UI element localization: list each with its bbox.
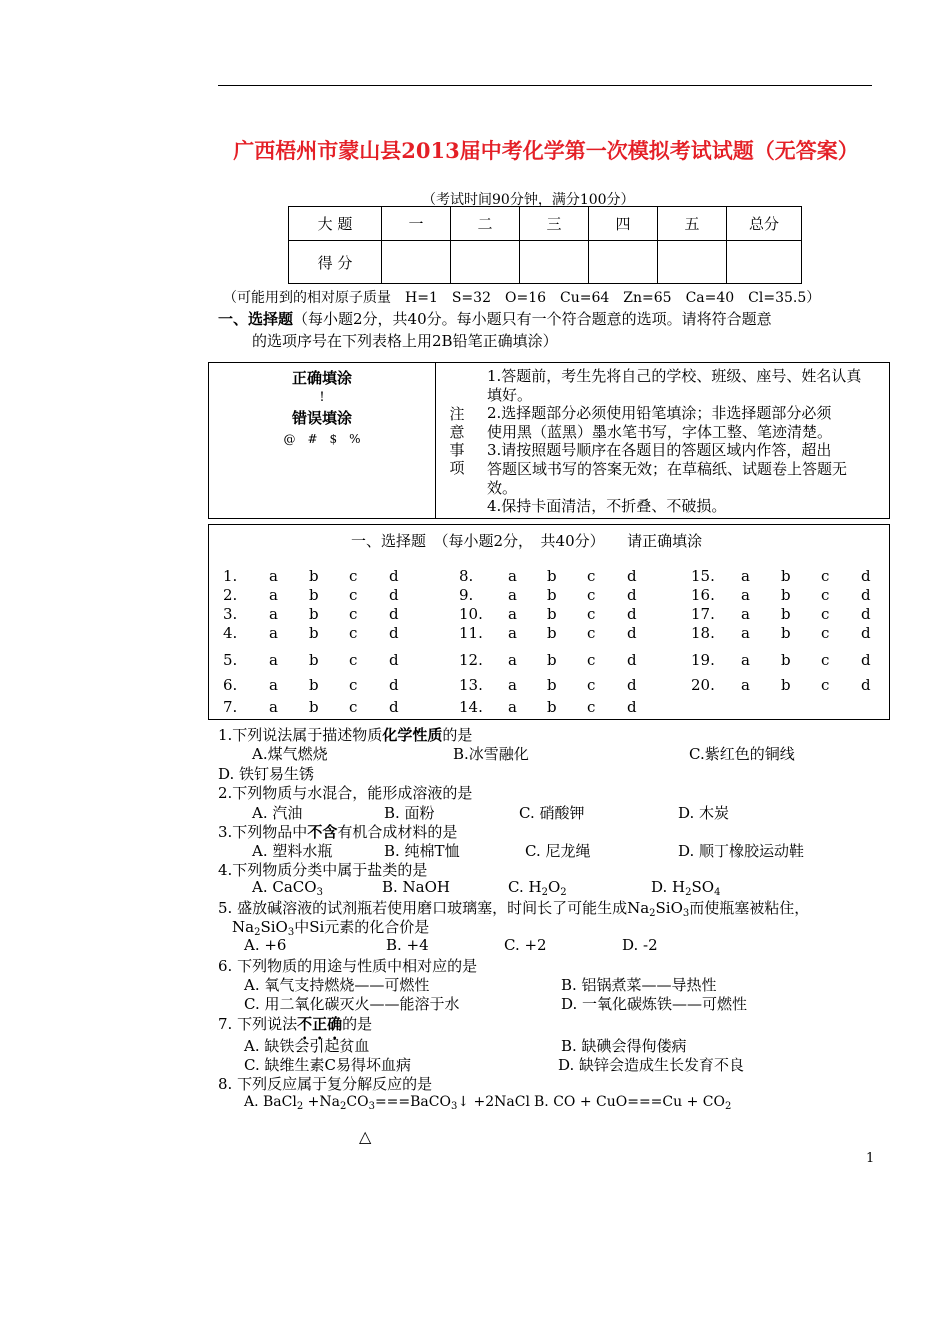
subscript: 3 <box>450 1101 458 1112</box>
answer-bubble-d[interactable]: d <box>627 651 637 669</box>
answer-number: 8. <box>459 567 474 585</box>
formula-text: SiO <box>655 899 683 917</box>
notice-side-title <box>447 405 467 477</box>
page-number: 1 <box>866 1151 875 1166</box>
score-header-cell: 五 <box>658 207 727 241</box>
answer-bubble-c[interactable]: c <box>349 651 358 669</box>
stem-text: 1.下列说法属于描述物质 <box>218 726 383 744</box>
notice-line: 效。 <box>487 478 518 497</box>
subscript: 3 <box>316 887 323 898</box>
fill-example-panel <box>209 363 436 518</box>
answer-bubble-d[interactable]: d <box>389 624 399 642</box>
q1-option-b[interactable]: B.冰雪融化 <box>453 745 529 763</box>
formula-text: Na <box>232 918 255 936</box>
atomic-masses: （可能用到的相对原子质量 H=1 S=32 O=16 Cu=64 Zn=65 Ca=40 Cl=35.5） <box>223 290 821 306</box>
answer-bubble-a[interactable]: a <box>508 624 517 642</box>
page-title: 广西梧州市蒙山县2013届中考化学第一次模拟考试试题（无答案） <box>233 138 859 163</box>
subscript: 2 <box>254 927 261 938</box>
answer-bubble-c[interactable]: c <box>587 586 596 604</box>
answer-bubble-c[interactable]: c <box>349 676 358 694</box>
answer-bubble-b[interactable]: b <box>309 605 319 623</box>
answer-bubble-d[interactable]: d <box>389 676 399 694</box>
answer-bubble-b[interactable]: b <box>781 676 791 694</box>
answer-bubble-c[interactable]: c <box>349 698 358 716</box>
answer-bubble-a[interactable]: a <box>741 676 750 694</box>
section1-heading: 一、选择题 <box>218 310 294 328</box>
question-3-stem <box>218 821 457 842</box>
subscript: 2 <box>685 887 692 898</box>
score-cell[interactable] <box>658 241 727 284</box>
answer-number: 13. <box>459 676 483 694</box>
heating-triangle-icon: △ <box>359 1127 372 1146</box>
answer-bubble-d[interactable]: d <box>861 624 871 642</box>
answer-number: 10. <box>459 605 483 623</box>
score-header-cell: 二 <box>451 207 520 241</box>
stem-text: 的是 <box>342 1015 373 1033</box>
answer-bubble-b[interactable]: b <box>309 676 319 694</box>
subscript: 3 <box>682 908 690 919</box>
question-1-stem <box>218 724 472 745</box>
score-header-cell: 总分 <box>727 207 802 241</box>
answer-number: 16. <box>691 586 715 604</box>
q8-option-b[interactable] <box>534 1094 731 1112</box>
q2-option-d[interactable]: D. 木炭 <box>678 804 730 822</box>
answer-bubble-b[interactable]: b <box>309 567 319 585</box>
q4-option-a[interactable] <box>252 878 323 898</box>
q7-option-a[interactable]: A. 缺铁会引起贫血 <box>244 1037 370 1055</box>
answer-bubble-b[interactable]: b <box>547 676 557 694</box>
correct-fill-mark: ! <box>319 390 325 405</box>
formula-text: D. H <box>651 878 686 896</box>
formula-text: CO <box>346 1094 369 1110</box>
answer-number: 17. <box>691 605 715 623</box>
score-cell[interactable] <box>589 241 658 284</box>
answer-bubble-a[interactable]: a <box>269 567 278 585</box>
stem-text: 3.下列物品中 <box>218 823 308 841</box>
answer-bubble-c[interactable]: c <box>821 624 830 642</box>
answer-bubble-d[interactable]: d <box>627 698 637 716</box>
score-header-cell: 三 <box>520 207 589 241</box>
answer-number: 11. <box>459 624 483 642</box>
answer-bubble-d[interactable]: d <box>627 586 637 604</box>
q7-option-d[interactable]: D. 缺锌会造成生长发育不良 <box>558 1056 745 1074</box>
notice-list <box>487 367 861 516</box>
notice-line: 3.请按照题号顺序在各题目的答题区域内作答，超出 <box>487 441 832 460</box>
answer-bubble-d[interactable]: d <box>389 651 399 669</box>
answer-bubble-d[interactable]: d <box>861 676 871 694</box>
answer-bubble-a[interactable]: a <box>508 676 517 694</box>
answer-number: 4. <box>223 624 238 642</box>
stem-text: 的是 <box>442 726 473 744</box>
answer-bubble-b[interactable]: b <box>309 586 319 604</box>
stem-emphasis: 不含 <box>307 823 338 841</box>
answer-bubble-c[interactable]: c <box>349 567 358 585</box>
answer-number: 6. <box>223 676 238 694</box>
answer-number: 2. <box>223 586 238 604</box>
q1-option-d[interactable]: D. 铁钉易生锈 <box>218 765 315 783</box>
formula-text: ↓ +2NaCl <box>457 1094 530 1110</box>
subscript: 3 <box>368 1101 375 1112</box>
q3-option-b[interactable]: B. 纯棉T恤 <box>384 842 460 860</box>
notes-box <box>208 362 890 519</box>
q1-option-a[interactable]: A.煤气燃烧 <box>252 745 328 763</box>
stem-text: 中Si元素的化合价是 <box>294 918 430 936</box>
notice-char: 项 <box>449 459 465 477</box>
score-cell[interactable] <box>727 241 802 284</box>
notice-char: 注 <box>449 405 465 423</box>
answer-bubble-b[interactable]: b <box>547 567 557 585</box>
answer-bubble-c[interactable]: c <box>821 676 830 694</box>
answer-number: 18. <box>691 624 715 642</box>
notice-line: 4.保持卡面清洁，不折叠、不破损。 <box>487 497 727 516</box>
answer-bubble-a[interactable]: a <box>269 651 278 669</box>
question-8-stem: 8. 下列反应属于复分解反应的是 <box>218 1075 433 1093</box>
answer-number: 9. <box>459 586 474 604</box>
answer-bubble-d[interactable]: d <box>389 698 399 716</box>
answer-bubble-d[interactable]: d <box>861 651 871 669</box>
q1-option-c[interactable]: C.紫红色的铜线 <box>689 745 795 763</box>
answer-bubble-c[interactable]: c <box>587 651 596 669</box>
answer-bubble-c[interactable]: c <box>349 624 358 642</box>
q6-option-a[interactable]: A. 氧气支持燃烧——可燃性 <box>244 976 430 994</box>
answer-bubble-c[interactable]: c <box>587 698 596 716</box>
answer-bubble-d[interactable]: d <box>861 567 871 585</box>
answer-bubble-c[interactable]: c <box>821 586 830 604</box>
answer-bubble-a[interactable]: a <box>269 698 278 716</box>
answer-bubble-b[interactable]: b <box>547 698 557 716</box>
answer-bubble-b[interactable]: b <box>781 605 791 623</box>
q5-option-c[interactable]: C. +2 <box>504 936 547 954</box>
answer-sheet <box>208 524 890 720</box>
subscript: 2 <box>724 1101 732 1112</box>
subscript: 2 <box>296 1101 304 1112</box>
exam-info: （考试时间90分钟，满分100分） <box>422 192 635 208</box>
answer-bubble-c[interactable]: c <box>821 651 830 669</box>
score-cell[interactable] <box>382 241 451 284</box>
score-header-cell: 四 <box>589 207 658 241</box>
formula-text: ===BaCO <box>374 1094 451 1110</box>
answer-bubble-a[interactable]: a <box>741 651 750 669</box>
q4-option-c[interactable] <box>508 878 567 898</box>
answer-bubble-d[interactable]: d <box>627 605 637 623</box>
notice-line: 填好。 <box>487 385 533 404</box>
answer-bubble-c[interactable]: c <box>821 605 830 623</box>
wrong-fill-marks: @ # $ % <box>283 432 361 446</box>
answer-bubble-d[interactable]: d <box>861 586 871 604</box>
q2-option-b[interactable]: B. 面粉 <box>384 804 435 822</box>
answer-bubble-a[interactable]: a <box>508 586 517 604</box>
formula-text: O <box>547 878 561 896</box>
answer-number: 5. <box>223 651 238 669</box>
answer-bubble-b[interactable]: b <box>781 651 791 669</box>
answer-bubble-d[interactable]: d <box>627 567 637 585</box>
formula-text: A. BaCl <box>244 1094 297 1110</box>
q7-option-c[interactable]: C. 缺维生素C易得坏血病 <box>244 1056 411 1074</box>
section1-desc2: 的选项序号在下列表格上用2B铅笔正确填涂） <box>252 332 558 350</box>
answer-number: 12. <box>459 651 483 669</box>
answer-bubble-b[interactable]: b <box>781 624 791 642</box>
notice-line: 答题区域书写的答案无效；在草稿纸、试题卷上答题无 <box>487 459 848 478</box>
q8-option-a[interactable] <box>244 1094 530 1112</box>
answer-bubble-b[interactable]: b <box>781 567 791 585</box>
answer-bubble-d[interactable]: d <box>627 624 637 642</box>
subscript: 2 <box>340 1101 347 1112</box>
q2-option-a[interactable]: A. 汽油 <box>252 804 303 822</box>
answer-bubble-d[interactable]: d <box>861 605 871 623</box>
question-5-stem-line2 <box>232 916 429 938</box>
notice-line: 使用黑（蓝黑）墨水笔书写，字体工整、笔迹清楚。 <box>487 422 833 441</box>
score-table <box>288 206 802 284</box>
notice-char: 事 <box>449 441 465 459</box>
answer-sheet-header: 一、选择题 （每小题2分， 共40分） 请正确填涂 <box>351 532 703 550</box>
q4-option-d[interactable] <box>651 878 720 898</box>
question-6-stem: 6. 下列物质的用途与性质中相对应的是 <box>218 957 478 975</box>
score-cell[interactable] <box>520 241 589 284</box>
stem-emphasis: 化学性质 <box>382 726 443 744</box>
stem-emphasis: 不正确 <box>297 1015 343 1033</box>
subscript: 2 <box>649 908 656 919</box>
answer-bubble-a[interactable]: a <box>269 676 278 694</box>
q7-option-b[interactable]: B. 缺碘会得佝偻病 <box>561 1037 687 1055</box>
notice-char: 意 <box>449 423 465 441</box>
q3-option-a[interactable]: A. 塑料水瓶 <box>252 842 333 860</box>
answer-bubble-c[interactable]: c <box>587 676 596 694</box>
top-rule <box>218 85 872 86</box>
q6-option-d[interactable]: D. 一氧化碳炼铁——可燃性 <box>561 995 748 1013</box>
score-header-cell: 一 <box>382 207 451 241</box>
answer-bubble-b[interactable]: b <box>547 651 557 669</box>
answer-bubble-a[interactable]: a <box>508 567 517 585</box>
formula-text: SO <box>691 878 715 896</box>
answer-number: 15. <box>691 567 715 585</box>
q3-option-d[interactable]: D. 顺丁橡胶运动鞋 <box>678 842 805 860</box>
formula-text: SiO <box>260 918 288 936</box>
subscript: 4 <box>714 887 721 898</box>
answer-number: 20. <box>691 676 715 694</box>
formula-text: A. CaCO <box>252 878 317 896</box>
answer-bubble-c[interactable]: c <box>587 605 596 623</box>
wrong-fill-label: 错误填涂 <box>291 409 352 427</box>
stem-text: 5. 盛放碱溶液的试剂瓶若使用磨口玻璃塞，时间长了可能生成Na <box>218 899 650 917</box>
question-4-stem: 4.下列物质分类中属于盐类的是 <box>218 861 428 879</box>
score-cell[interactable] <box>451 241 520 284</box>
q6-option-b[interactable]: B. 铝锅煮菜——导热性 <box>561 976 717 994</box>
notice-line: 1.答题前，考生先将自己的学校、班级、座号、姓名认真 <box>487 367 862 385</box>
section1-desc1: （每小题2分，共40分。每小题只有一个符合题意的选项。请将符合题意 <box>293 310 772 328</box>
answer-bubble-c[interactable]: c <box>349 586 358 604</box>
q5-option-a[interactable]: A. +6 <box>244 936 287 954</box>
answer-bubble-a[interactable]: a <box>508 605 517 623</box>
section1-intro <box>218 308 772 329</box>
answer-bubble-c[interactable]: c <box>587 624 596 642</box>
score-header-cell: 大 题 <box>289 207 382 241</box>
formula-text: C. H <box>508 878 542 896</box>
answer-bubble-c[interactable]: c <box>349 605 358 623</box>
answer-bubble-b[interactable]: b <box>309 698 319 716</box>
q5-option-b[interactable]: B. +4 <box>386 936 429 954</box>
answer-bubble-a[interactable]: a <box>508 651 517 669</box>
answer-number: 1. <box>223 567 238 585</box>
subscript: 2 <box>560 887 567 898</box>
question-2-stem: 2.下列物质与水混合，能形成溶液的是 <box>218 784 473 802</box>
stem-text: 有机合成材料的是 <box>337 823 458 841</box>
q2-option-c[interactable]: C. 硝酸钾 <box>519 804 585 822</box>
answer-bubble-d[interactable]: d <box>389 586 399 604</box>
correct-fill-label: 正确填涂 <box>291 369 352 387</box>
answer-bubble-d[interactable]: d <box>627 676 637 694</box>
q4-option-b[interactable]: B. NaOH <box>382 878 451 896</box>
answer-bubble-a[interactable]: a <box>741 624 750 642</box>
answer-bubble-a[interactable]: a <box>741 567 750 585</box>
answer-bubble-a[interactable]: a <box>269 605 278 623</box>
answer-number: 19. <box>691 651 715 669</box>
answer-bubble-a[interactable]: a <box>508 698 517 716</box>
answer-bubble-a[interactable]: a <box>741 586 750 604</box>
answer-bubble-a[interactable]: a <box>269 624 278 642</box>
answer-bubble-b[interactable]: b <box>547 605 557 623</box>
answer-bubble-d[interactable]: d <box>389 567 399 585</box>
formula-text: B. CO + CuO===Cu + CO <box>534 1094 725 1110</box>
answer-bubble-c[interactable]: c <box>587 567 596 585</box>
answer-bubble-a[interactable]: a <box>269 586 278 604</box>
answer-bubble-b[interactable]: b <box>547 624 557 642</box>
notice-line: 2.选择题部分必须使用铅笔填涂；非选择题部分必须 <box>487 404 832 423</box>
answer-bubble-c[interactable]: c <box>821 567 830 585</box>
answer-bubble-b[interactable]: b <box>309 624 319 642</box>
answer-number: 7. <box>223 698 238 716</box>
answer-bubble-d[interactable]: d <box>389 605 399 623</box>
score-row-label: 得 分 <box>289 241 382 284</box>
q3-option-c[interactable]: C. 尼龙绳 <box>525 842 591 860</box>
answer-bubble-b[interactable]: b <box>781 586 791 604</box>
subscript: 3 <box>287 927 295 938</box>
q6-option-c[interactable]: C. 用二氧化碳灭火——能溶于水 <box>244 995 460 1013</box>
answer-number: 14. <box>459 698 483 716</box>
answer-bubble-a[interactable]: a <box>741 605 750 623</box>
formula-text: +Na <box>303 1094 340 1110</box>
stem-text: 而使瓶塞被粘住， <box>689 899 810 917</box>
subscript: 2 <box>541 887 548 898</box>
answer-number: 3. <box>223 605 238 623</box>
answer-bubble-b[interactable]: b <box>547 586 557 604</box>
stem-text: 7. 下列说法 <box>218 1015 298 1033</box>
q5-option-d[interactable]: D. -2 <box>622 936 658 954</box>
answer-bubble-b[interactable]: b <box>309 651 319 669</box>
